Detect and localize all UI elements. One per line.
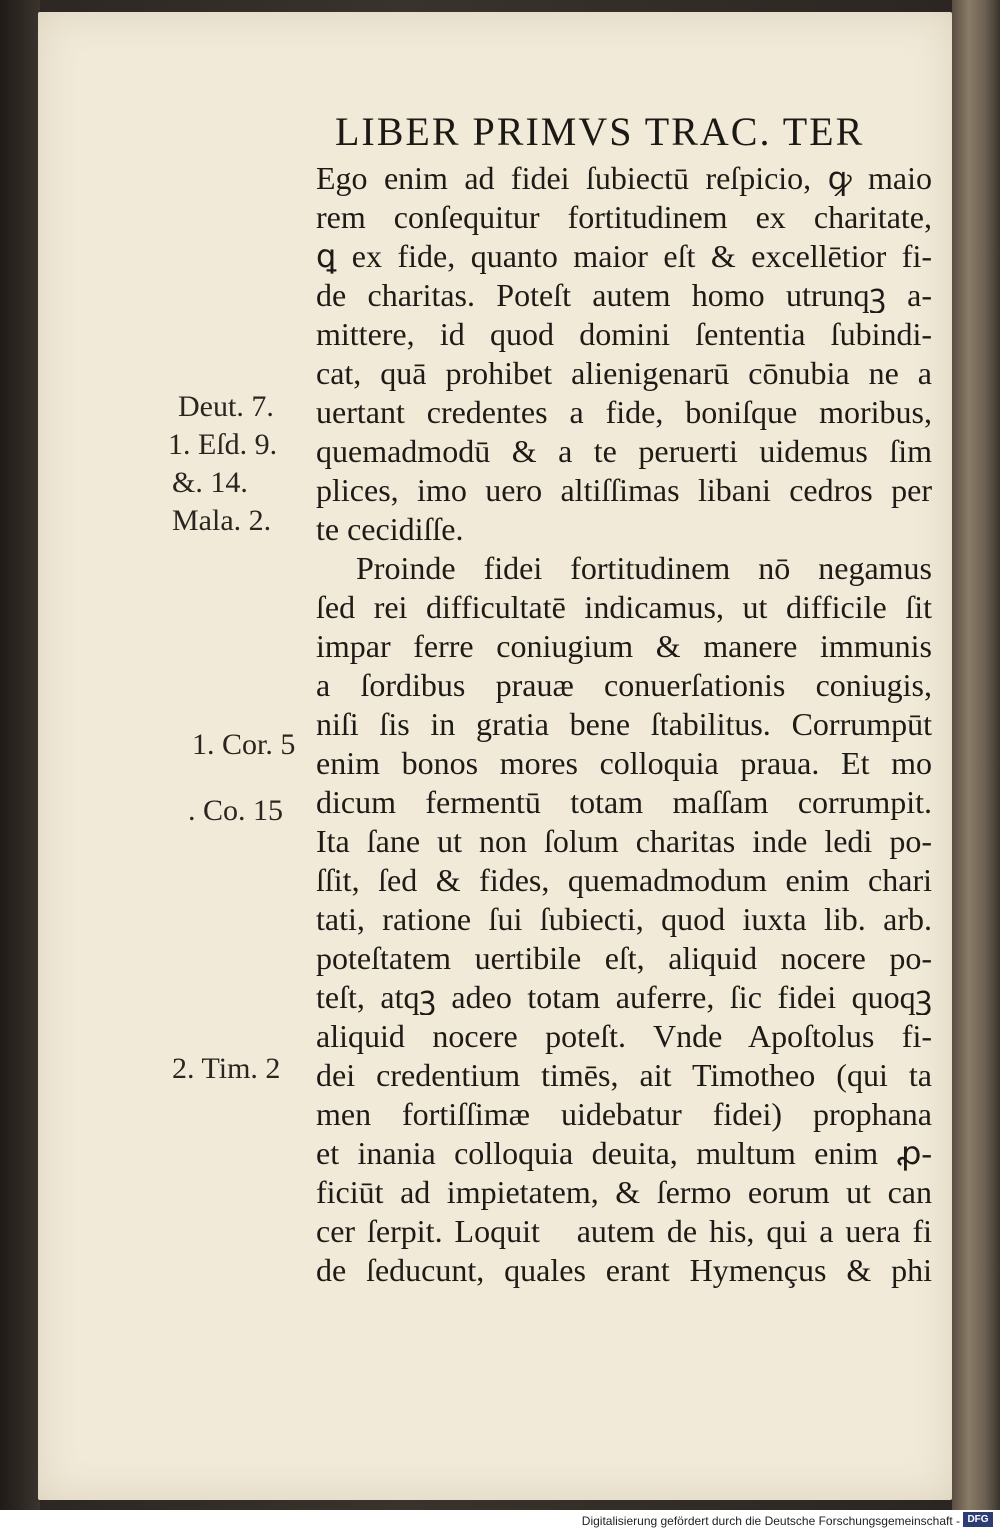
text-line: a ſordibus prauæ conuerſationis coniugis, [316, 667, 932, 703]
text-line: plices, imo uero altiſſimas libani cedros per [316, 472, 932, 508]
text-line: uertant credentes a fide, boniſque moribus, [316, 394, 932, 430]
margin-note: 2. Tim. 2 [172, 1052, 281, 1085]
text-line: impar ferre coniugium & manere immunis [316, 628, 932, 664]
running-head: LIBER PRIMVS TRAC. TER [335, 109, 865, 154]
dfg-logo: DFG [963, 1512, 993, 1527]
book-left-edge [0, 0, 40, 1510]
text-line: aliquid nocere poteſt. Vnde Apoſtolus fi- [316, 1018, 932, 1054]
text-line: Ita ſane ut non ſolum charitas inde ledi po- [316, 823, 932, 859]
margin-note: Deut. 7. [178, 390, 274, 423]
text-line: et inania colloquia deuita, multum enim ꝓ- [316, 1135, 932, 1171]
text-line: teſt, atqꝫ adeo totam auferre, ſic fidei quoqꝫ [316, 979, 932, 1015]
book-right-edge [952, 0, 1000, 1510]
margin-note: &. 14. [172, 466, 248, 499]
text-line: ficiūt ad impietatem, & ſermo eorum ut can [316, 1174, 932, 1210]
text-line: de ſeducunt, quales erant Hymençus & phi [316, 1252, 932, 1288]
text-line: quemadmodū & a te peruerti uidemus ſim [316, 433, 932, 469]
text-line: te cecidiſſe. [316, 511, 464, 547]
text-line: ꝗ ex fide, quanto maior eſt & excellētior fi- [316, 238, 932, 274]
text-line: Proinde fidei fortitudinem nō negamus [356, 550, 932, 586]
margin-note: . Co. 15 [188, 794, 284, 827]
text-line: men fortiſſimæ uidebatur fidei) prophana [316, 1096, 932, 1132]
text-line: rem conſequitur fortitudinem ex charitate, [316, 199, 932, 235]
text-line: enim bonos mores colloquia praua. Et mo [316, 745, 932, 781]
margin-note: 1. Cor. 5 [192, 728, 296, 761]
text-line: cer ſerpit. Loquitᷣ autem de his, qui a uera fi [316, 1213, 932, 1249]
text-line: mittere, id quod domini ſententia ſubindi- [316, 316, 932, 352]
text-line: niſi ſis in gratia bene ſtabilitus. Corrumpūt [316, 706, 932, 742]
text-line: dei credentium timēs, ait Timotheo (qui ta [316, 1057, 932, 1093]
margin-note: 1. Eſd. 9. [168, 428, 278, 461]
text-line: Ego enim ad fidei ſubiectū reſpicio, ꝙ maio [316, 160, 932, 196]
margin-note: Mala. 2. [172, 504, 272, 537]
text-line: ſſit, ſed & fides, quemadmodum enim chari [316, 862, 932, 898]
text-line: poteſtatem uertibile eſt, aliquid nocere po- [316, 940, 932, 976]
text-line: dicum fermentū totam maſſam corrumpit. [316, 784, 932, 820]
text-line: ſed rei difficultatē indicamus, ut difficile ſit [316, 589, 932, 625]
text-line: de charitas. Poteſt autem homo utrunqꝫ a- [316, 277, 932, 313]
text-line: tati, ratione ſui ſubiecti, quod iuxta lib. arb. [316, 901, 932, 937]
text-line: cat, quā prohibet alienigenarū cōnubia ne a [316, 355, 932, 391]
funding-credit: Digitalisierung gefördert durch die Deutsche Forschungsgemeinschaft - [581, 1514, 960, 1528]
